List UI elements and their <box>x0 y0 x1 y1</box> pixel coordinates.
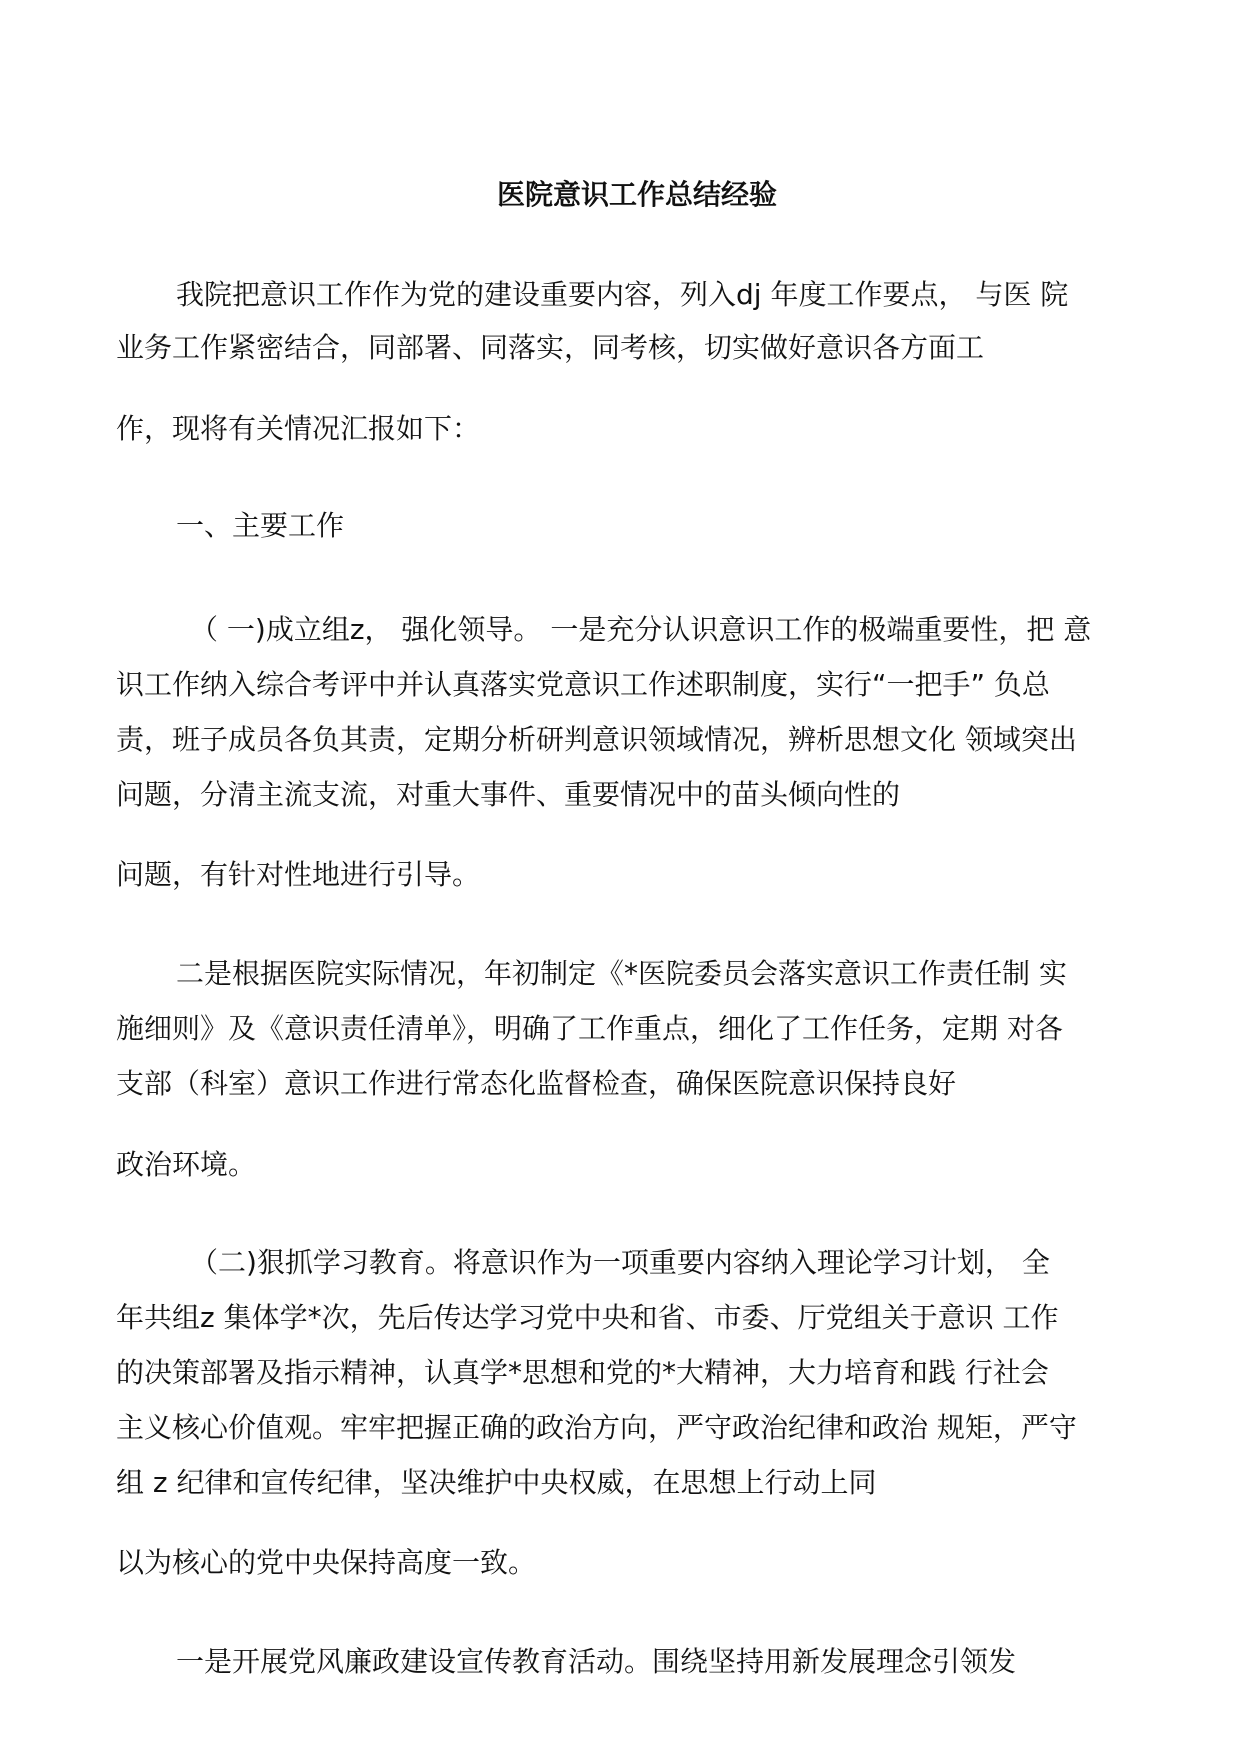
paragraph-line: 问题，分清主流支流，对重大事件、重要情况中的苗头倾向性的 <box>116 778 901 811</box>
paragraph-line: 责，班子成员各负其责，定期分析研判意识领域情况，辨析思想文化 领域突出 <box>116 723 1077 756</box>
paragraph-line: 支部（科室）意识工作进行常态化监督检查，确保医院意识保持良好 <box>116 1067 957 1100</box>
paragraph-line: （二)狠抓学习教育。将意识作为一项重要内容纳入理论学习计划， 全 <box>190 1246 1050 1279</box>
paragraph-line: 一是开展党风廉政建设宣传教育活动。围绕坚持用新发展理念引领发 <box>176 1645 1017 1678</box>
paragraph-line: （ 一)成立组z， 强化领导。 一是充分认识意识工作的极端重要性，把 意 <box>190 613 1092 646</box>
paragraph-line: 问题，有针对性地进行引导。 <box>116 858 481 891</box>
paragraph-line: 识工作纳入综合考评中并认真落实党意识工作述职制度，实行“一把手” 负总 <box>116 668 1050 701</box>
paragraph-line: 的决策部署及指示精神，认真学*思想和党的*大精神，大力培育和践 行社会 <box>116 1356 1049 1389</box>
section-heading: 一、主要工作 <box>176 509 345 542</box>
paragraph-line: 我院把意识工作作为党的建设重要内容，列入dj 年度工作要点， 与医 院 <box>176 278 1069 311</box>
document-title: 医院意识工作总结经验 <box>497 178 778 211</box>
paragraph-line: 作，现将有关情况汇报如下： <box>116 412 481 445</box>
paragraph-line: 施细则》及《意识责任清单》，明确了工作重点，细化了工作任务，定期 对各 <box>116 1012 1063 1045</box>
paragraph-line: 以为核心的党中央保持高度一致。 <box>116 1546 537 1579</box>
paragraph-line: 政治环境。 <box>116 1148 257 1181</box>
paragraph-line: 业务工作紧密结合，同部署、同落实，同考核，切实做好意识各方面工 <box>116 331 985 364</box>
paragraph-line: 主义核心价值观。牢牢把握正确的政治方向，严守政治纪律和政治 规矩，严守 <box>116 1411 1077 1444</box>
paragraph-line: 组 z 纪律和宣传纪律，坚决维护中央权威，在思想上行动上同 <box>116 1466 877 1499</box>
paragraph-line: 二是根据医院实际情况，年初制定《*医院委员会落实意识工作责任制 实 <box>176 957 1067 990</box>
paragraph-line: 年共组z 集体学*次，先后传达学习党中央和省、市委、厅党组关于意识 工作 <box>116 1301 1059 1334</box>
